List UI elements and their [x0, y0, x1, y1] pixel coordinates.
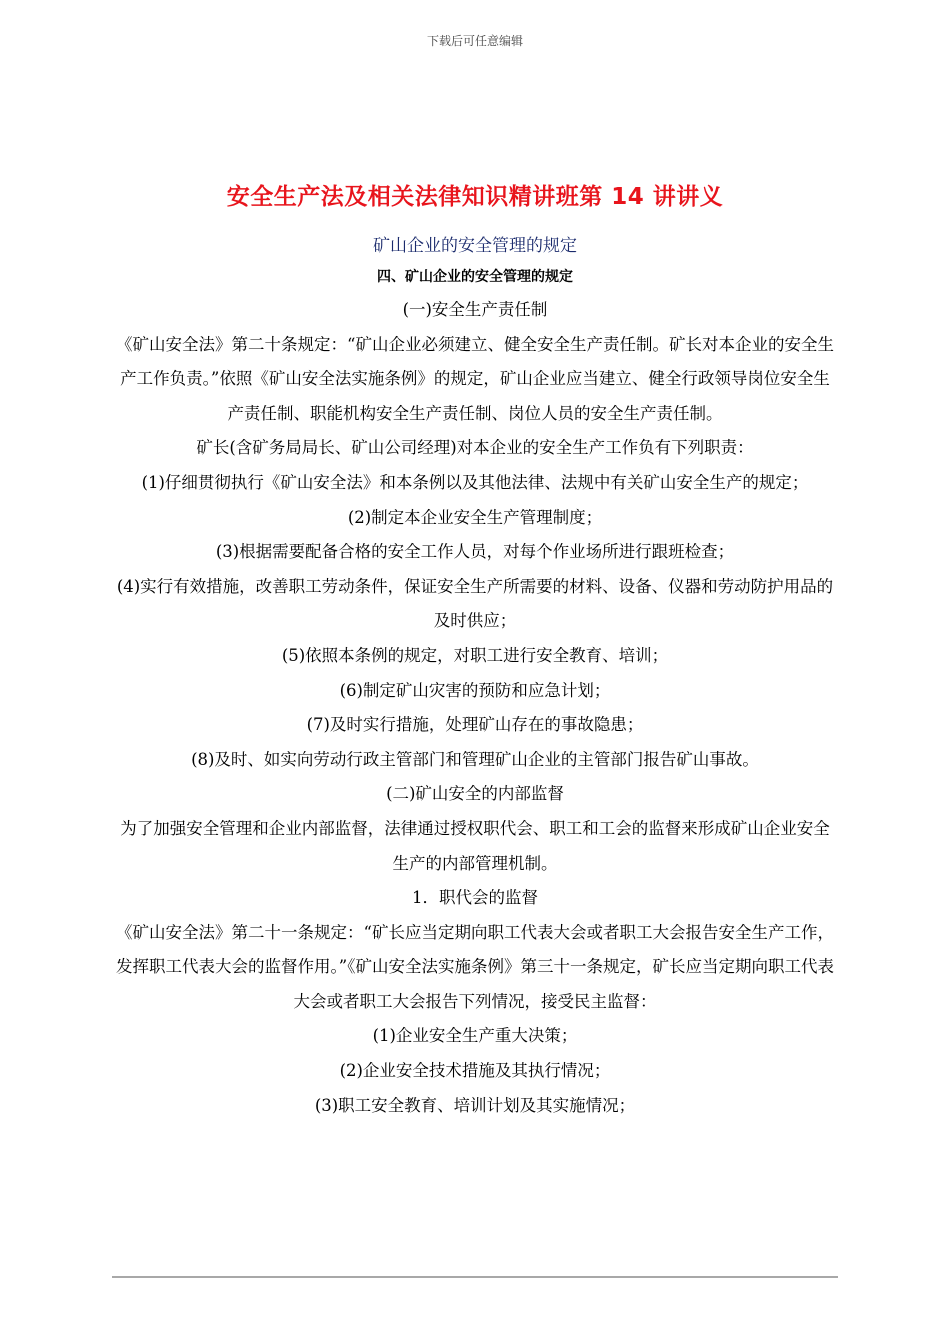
subsection-heading: (一)安全生产责任制	[402, 300, 548, 319]
header-note: 下载后可任意编辑	[426, 34, 523, 48]
paragraph: 《矿山安全法》第二十一条规定：“矿长应当定期向职工代表大会或者职工大会报告安全生产工作，发挥职工代表大会的监督作用。”《矿山安全法实施条例》第三十一条规定，矿长应当定期向职工代表大会或者职工大会报告下列情况，接受民主监督：	[116, 922, 834, 1011]
subsection-heading: (二)矿山安全的内部监督	[386, 784, 564, 804]
list-item: (5)依照本条例的规定，对职工进行安全教育、培训；	[281, 645, 669, 665]
list-item: (7)及时实行措施，处理矿山存在的事故隐患；	[306, 715, 644, 735]
footer-divider	[112, 1276, 838, 1278]
list-item: (1)仔细贯彻执行《矿山安全法》和本条例以及其他法律、法规中有关矿山安全生产的规定；	[141, 472, 809, 492]
document-subtitle: 矿山企业的安全管理的规定	[373, 236, 577, 256]
document-title: 安全生产法及相关法律知识精讲班第 14 讲讲义	[226, 184, 724, 210]
list-item: (4)实行有效措施，改善职工劳动条件，保证安全生产所需要的材料、设备、仪器和劳动防护用品的及时供应；	[116, 576, 834, 631]
list-item: (6)制定矿山灾害的预防和应急计划；	[339, 680, 611, 700]
body-text	[115, 293, 835, 1123]
list-item: (1)企业安全生产重大决策；	[372, 1026, 578, 1046]
subsection-heading: 1．职代会的监督	[412, 888, 538, 908]
list-item: (2)企业安全技术措施及其执行情况；	[339, 1061, 611, 1081]
list-item: (8)及时、如实向劳动行政主管部门和管理矿山企业的主管部门报告矿山事故。	[191, 749, 759, 769]
list-item: (2)制定本企业安全生产管理制度；	[347, 507, 603, 527]
list-item: (3)根据需要配备合格的安全工作人员，对每个作业场所进行跟班检查；	[215, 542, 735, 562]
paragraph: 《矿山安全法》第二十条规定：“矿山企业必须建立、健全安全生产责任制。矿长对本企业的安全生产工作负责。”依照《矿山安全法实施条例》的规定，矿山企业应当建立、健全行政领导岗位安全生产责任制、职能机构安全生产责任制、岗位人员的安全生产责任制。	[116, 334, 834, 423]
list-item: (3)职工安全教育、培训计划及其实施情况；	[314, 1095, 636, 1115]
paragraph: 矿长(含矿务局局长、矿山公司经理)对本企业的安全生产工作负有下列职责：	[196, 438, 754, 458]
paragraph: 为了加强安全管理和企业内部监督，法律通过授权职代会、职工和工会的监督来形成矿山企业安全生产的内部管理机制。	[120, 818, 830, 873]
section-heading: 四、矿山企业的安全管理的规定	[377, 269, 573, 285]
